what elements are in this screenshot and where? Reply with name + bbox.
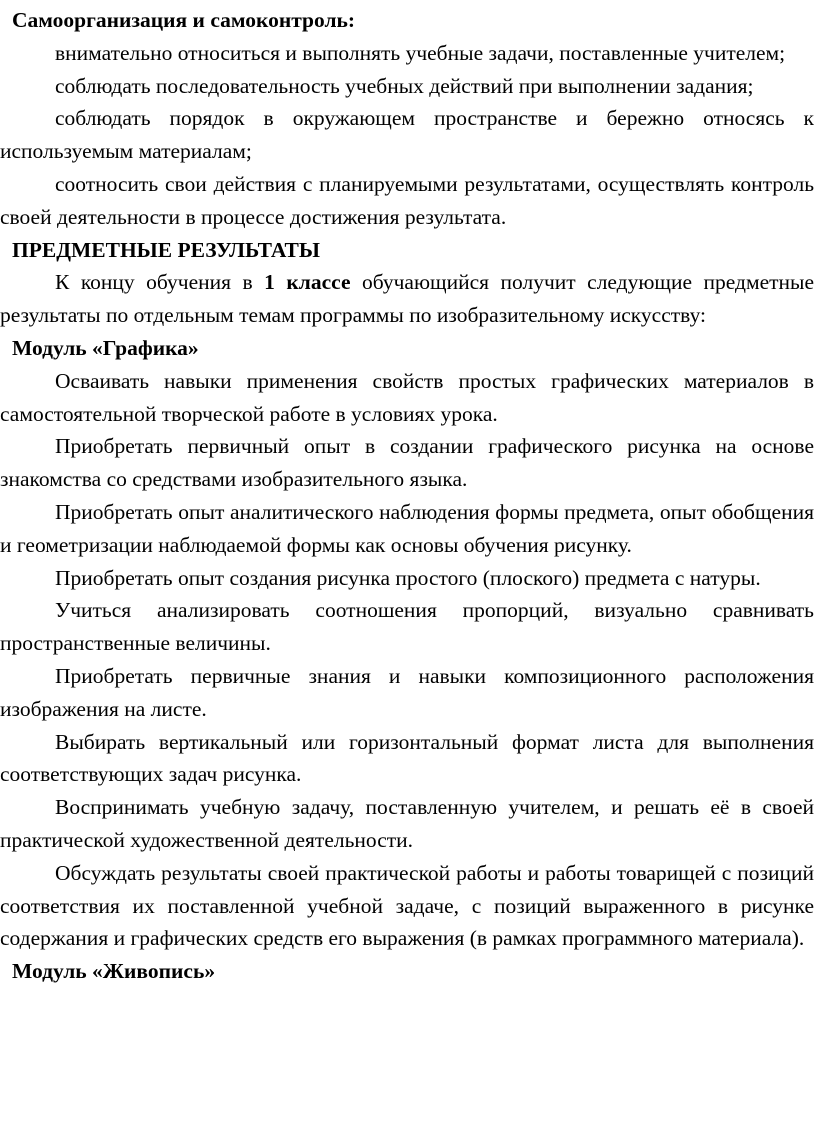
self-organization-heading: Самоорганизация и самоконтроль: xyxy=(12,8,356,32)
self-item-4: соотносить свои действия с планируемыми результатами, осуществлять контроль своей деятельности в процессе достижения результата. xyxy=(0,171,814,229)
graphics-item-8: Воспринимать учебную задачу, поставленную учителем, и решать её в своей практической художественной деятельности. xyxy=(0,795,814,852)
graphics-item-5: Учиться анализировать соотношения пропорций, визуально сравнивать пространственные величины. xyxy=(0,598,814,656)
graphics-item-7: Выбирать вертикальный или горизонтальный формат листа для выполнения соответствующих задач рисунка. xyxy=(0,729,814,787)
intro-text-before: К концу обучения в xyxy=(55,270,265,295)
graphics-item-3: Приобретать опыт аналитического наблюдения формы предмета, опыт обобщения и геометризации наблюдаемой формы как основы обучения рисунку. xyxy=(0,499,814,557)
graphics-item-6: Приобретать первичные знания и навыки композиционного расположения изображения на листе. xyxy=(0,663,814,721)
graphics-item-2: Приобретать первичный опыт в создании графического рисунка на основе знакомства со средствами изобразительного языка. xyxy=(0,434,814,492)
subject-results-heading: ПРЕДМЕТНЫЕ РЕЗУЛЬТАТЫ xyxy=(12,237,320,262)
graphics-item-4: Приобретать опыт создания рисунка простого (плоского) предмета с натуры. xyxy=(55,565,761,590)
intro-grade: 1 классе xyxy=(264,270,351,295)
module-graphics-heading: Модуль «Графика» xyxy=(12,335,199,360)
intro-text-after: обучающийся получит следующие предметные результаты по отдельным темам программы по изобразительному искусству: xyxy=(0,270,815,328)
graphics-item-9: Обсуждать результаты своей практической работы и работы товарищей с позиций соответствия их поставленной учебной задаче, с позиций выраженного в рисунке содержания и графических средств его выражения (в рамках программного материала). xyxy=(0,860,814,951)
subject-results-intro xyxy=(0,266,814,332)
self-item-2: соблюдать последовательность учебных действий при выполнении задания; xyxy=(55,73,754,98)
self-item-1: внимательно относиться и выполнять учебные задачи, поставленные учителем; xyxy=(55,40,786,65)
self-item-3: соблюдать порядок в окружающем пространстве и бережно относясь к используемым материалам; xyxy=(0,106,814,164)
module-painting-heading: Модуль «Живопись» xyxy=(12,959,216,984)
graphics-item-1: Осваивать навыки применения свойств простых графических материалов в самостоятельной творческой работе в условиях урока. xyxy=(0,368,814,426)
